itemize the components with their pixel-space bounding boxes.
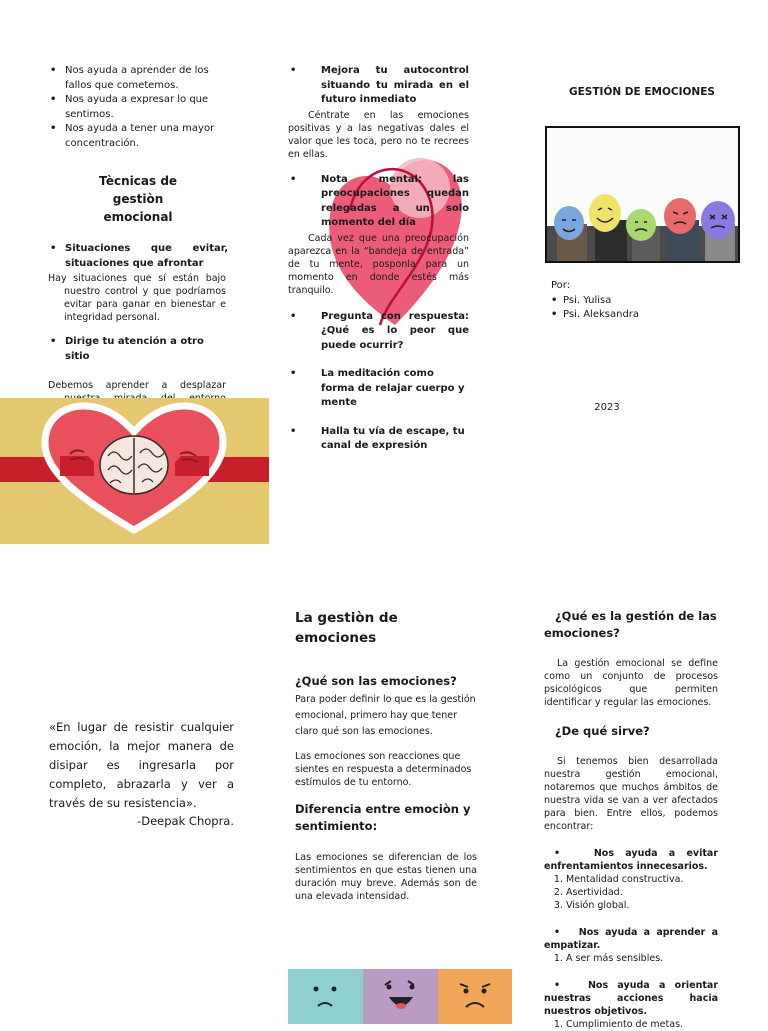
technique-text: Debemos aprender a desplazar: [48, 380, 226, 391]
emoji-faces-icon: [288, 969, 512, 1024]
tip-text: Céntrate en las emociones positivas y a las negativas dales el valor que les toca, pero no te recrees en ellas.: [288, 109, 469, 160]
techniques-title: Tècnicas de gestiòn emocional: [98, 174, 178, 224]
tip-text: Cada vez que una preocupación aparezca en la “bandeja de entrada” de tu mente, posponla para un momento en donde estés más tranquilo.: [288, 232, 469, 296]
author-name: • Psi. Aleksandra: [549, 308, 731, 323]
technique-title: • Situaciones que evitar, situaciones que afrontar: [48, 242, 228, 271]
tip-item: [288, 173, 469, 231]
benefit-label: Nos ayuda a orientar nuestras acciones hacia nuestros objetivos.: [544, 980, 718, 1017]
technique-text: Hay situaciones que sí están bajo nuestro control y que podríamos evitar para ganar en bienestar e integridad personal.: [48, 273, 226, 323]
list-item: • Nos ayuda a tener una mayor concentración.: [48, 122, 228, 151]
list-item: • Nos ayuda a expresar lo que sentimos.: [48, 93, 228, 122]
emotion-balloons-icon: [547, 128, 738, 261]
tip-title: • Nota mental: las preocupaciones quedan relegadas a un solo momento del día: [288, 173, 469, 231]
paragraph: Para poder definir lo que es la gestión emocional, primero hay que tener claro qué son las emociones.: [295, 694, 476, 737]
authors-block: [551, 279, 731, 323]
question-heading: ¿Qué son las emociones?: [295, 674, 457, 688]
benefits-list: [48, 64, 228, 151]
cover-title: GESTIÓN DE EMOCIONES: [569, 86, 715, 98]
tip-item: [288, 425, 469, 454]
bullet: •: [554, 980, 588, 991]
emoji-faces-strip: [288, 969, 512, 1024]
tip-title: • Halla tu vía de escape, tu canal de expresión: [288, 425, 469, 454]
technique-item: [48, 242, 228, 271]
by-label: Por:: [551, 280, 571, 291]
benefit-title: [544, 979, 718, 1018]
list-item: 1. Mentalidad constructiva.: [566, 873, 718, 886]
panel-right-bottom: [544, 608, 718, 1031]
panel-mid-bottom: [295, 608, 477, 903]
paragraph: La gestión emocional se define como un conjunto de procesos psicológicos que permiten identificar y regular las emociones.: [544, 658, 718, 708]
benefit-title: [544, 847, 718, 873]
technique-item: [48, 335, 228, 364]
paragraph: Las emociones se diferencian de los sentimientos en que estas tienen una duración muy breve. Además son de una elevada intensidad.: [295, 852, 477, 902]
paragraph: Si tenemos bien desarrollada nuestra gestión emocional, notaremos que muchos ámbitos de nuestra vida se van a ver afectados para bien. Entre ellos, podemos encontrar:: [544, 756, 718, 832]
heart-brain-icon: [0, 398, 269, 544]
quote-text: «En lugar de resistir cualquier emoción, la mejor manera de disipar es ingresarla por completo, abrazarla y ver a través de su resistencia».: [49, 720, 234, 810]
heart-brain-illustration: [0, 398, 269, 544]
paragraph: Las emociones son reacciones que sientes en respuesta a determinados estímulos de tu entorno.: [295, 751, 472, 788]
panel-left-top: [48, 64, 228, 431]
tip-item: [288, 64, 469, 108]
tip-item: [288, 310, 469, 354]
year: 2023: [594, 402, 620, 413]
authors-list: [551, 294, 731, 323]
list-item: 3. Visión global.: [566, 899, 718, 912]
benefit-sublist: [544, 873, 718, 912]
quote-author: -Deepak Chopra.: [137, 814, 234, 828]
benefit-title: [544, 926, 718, 952]
cover-photo: [545, 126, 740, 263]
tip-title: • Pregunta con respuesta: ¿Qué es lo peor que puede ocurrir?: [288, 310, 469, 354]
list-item: • Nos ayuda a aprender de los fallos que cometemos.: [48, 64, 228, 93]
section-title: La gestiòn de emociones: [295, 610, 398, 646]
list-item: 1. Cumplimiento de metas.: [566, 1018, 718, 1031]
list-item: 2. Asertividad.: [566, 886, 718, 899]
bullet: •: [554, 927, 579, 938]
benefit-label: Nos ayuda a evitar enfrentamientos innecesarios.: [544, 848, 718, 872]
question-heading: ¿Qué es la gestión de las emociones?: [544, 609, 717, 640]
tip-item: [288, 367, 469, 411]
technique-title: • Dirige tu atención a otro sitio: [48, 335, 228, 364]
benefit-sublist: [544, 952, 718, 965]
benefit-label: Nos ayuda a aprender a empatizar.: [544, 927, 718, 951]
question-heading: Diferencia entre emociòn y sentimiento:: [295, 802, 471, 833]
bullet: •: [554, 848, 594, 859]
tip-title: • Mejora tu autocontrol situando tu mirada en el futuro inmediato: [288, 64, 469, 108]
panel-mid-top: [288, 64, 469, 454]
list-item: 1. A ser más sensibles.: [566, 952, 718, 965]
author-name: • Psi. Yulisa: [549, 294, 731, 309]
question-heading: ¿De qué sirve?: [555, 724, 650, 738]
benefit-sublist: [544, 1018, 718, 1031]
tip-title: • La meditación como forma de relajar cuerpo y mente: [288, 367, 469, 411]
